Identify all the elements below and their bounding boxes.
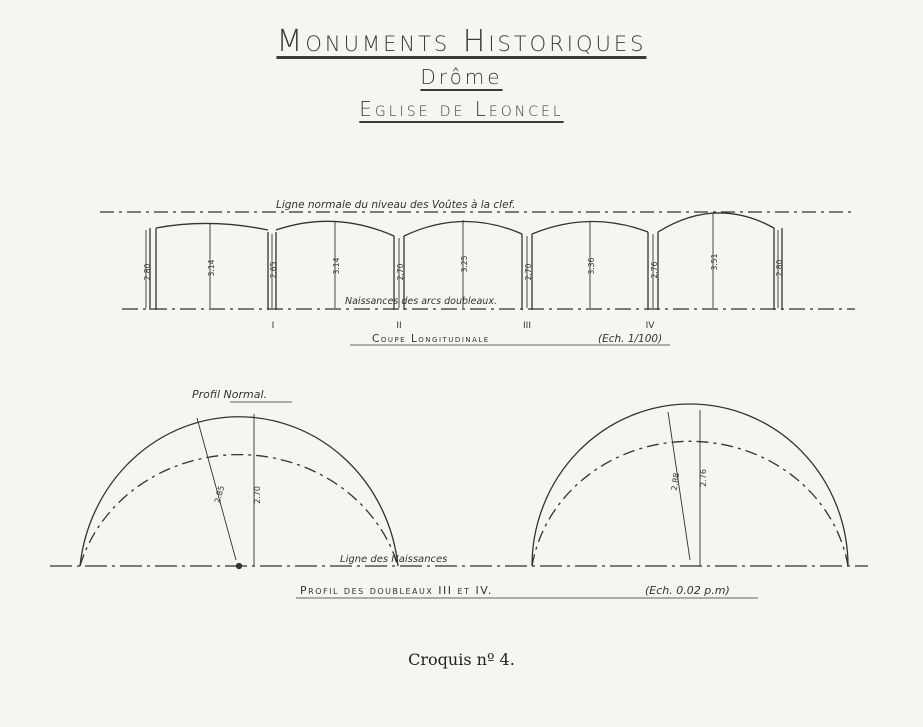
- section-dim-label: 3.51: [710, 253, 719, 271]
- left-height-dim: 2.70: [253, 486, 262, 504]
- right-height-dim: 2.76: [699, 469, 708, 487]
- section-dim-label: 3.36: [587, 257, 596, 275]
- figure-caption: Croquis nº 4.: [408, 650, 515, 669]
- right-arch-normal: [532, 441, 848, 566]
- springing-line-label: Naissances des arcs doubleaux.: [345, 296, 497, 307]
- profil-normal-label: Profil Normal.: [192, 388, 268, 401]
- bay-label: IV: [645, 321, 655, 331]
- right-radius-dim: 2.88: [669, 472, 682, 492]
- bay-label: I: [271, 321, 275, 331]
- left-arch-actual: [80, 417, 398, 566]
- keystone-line-label: Ligne normale du niveau des Voûtes à la clef.: [276, 199, 516, 211]
- profile-scale: (Ech. 0.02 p.m): [645, 584, 730, 597]
- section-title: Coupe Longitudinale: [372, 333, 490, 345]
- profile-title: Profil des doubleaux III et IV.: [300, 584, 493, 597]
- left-arch-normal: [80, 455, 398, 566]
- section-dim-label: 2.70: [396, 263, 405, 281]
- left-radius-dim: 2.85: [212, 484, 227, 505]
- section-dim-label: 3.14: [207, 259, 216, 277]
- profile-springing-label: Ligne des Naissances: [340, 554, 448, 565]
- bay-label: III: [523, 321, 531, 331]
- right-arch-actual: [532, 404, 848, 566]
- section-dim-label: 2.76: [650, 261, 659, 279]
- title-monuments-historiques: Monuments Historiques: [276, 24, 647, 59]
- section-dim-label: 3.14: [332, 257, 341, 275]
- section-dim-label: 2.65: [269, 261, 278, 279]
- section-dim-label: 3.25: [460, 255, 469, 273]
- title-eglise-leoncel: Eglise de Leoncel: [359, 97, 564, 121]
- section-dim-label: 2.80: [775, 259, 784, 277]
- title-drome: Drôme: [420, 65, 503, 89]
- section-dim-label: 2.80: [143, 263, 152, 281]
- vault-soffits: [156, 213, 774, 236]
- left-center-point: [237, 564, 242, 569]
- bay-label: II: [396, 321, 402, 331]
- section-scale: (Ech. 1/100): [598, 333, 663, 345]
- section-dim-label: 2.70: [524, 263, 533, 281]
